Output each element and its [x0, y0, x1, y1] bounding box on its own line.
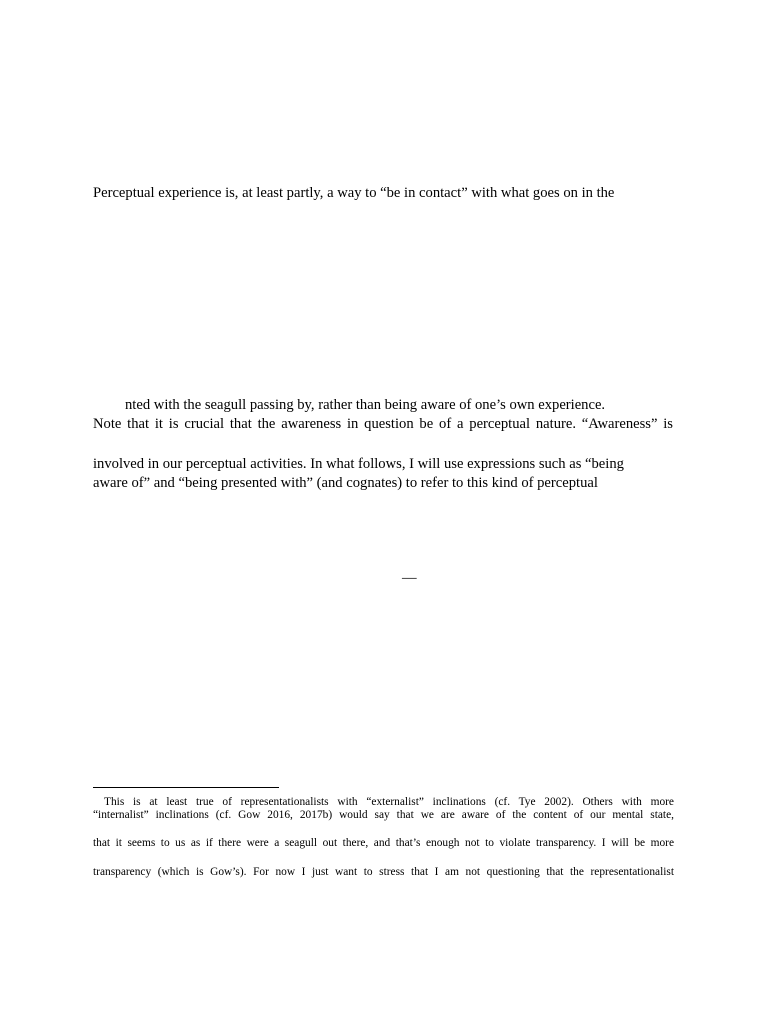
footnote-line-3: that it seems to us as if there were a seagull out there, and that’s enough not to violate transparency. I will be more [93, 837, 674, 849]
em-dash: — [402, 570, 417, 586]
body-line-1: Perceptual experience is, at least partly, a way to “be in contact” with what goes on in the [93, 185, 615, 201]
body-line-5: aware of” and “being presented with” (and cognates) to refer to this kind of perceptual [93, 475, 598, 491]
body-line-2: nted with the seagull passing by, rather than being aware of one’s own experience. [125, 397, 606, 413]
footnote-line-1: This is at least true of representationalists with “externalist” inclinations (cf. Tye 2002). Others with more [104, 796, 674, 808]
footnote-line-4: transparency (which is Gow’s). For now I just want to stress that I am not questioning that the representationalist [93, 866, 674, 878]
body-line-4: involved in our perceptual activities. In what follows, I will use expressions such as “being [93, 456, 624, 472]
footnote-line-2: “internalist” inclinations (cf. Gow 2016, 2017b) would say that we are aware of the content of our mental state, [93, 809, 674, 821]
body-line-3: Note that it is crucial that the awareness in question be of a perceptual nature. “Awareness” is [93, 416, 673, 432]
footnote-separator [93, 787, 279, 788]
